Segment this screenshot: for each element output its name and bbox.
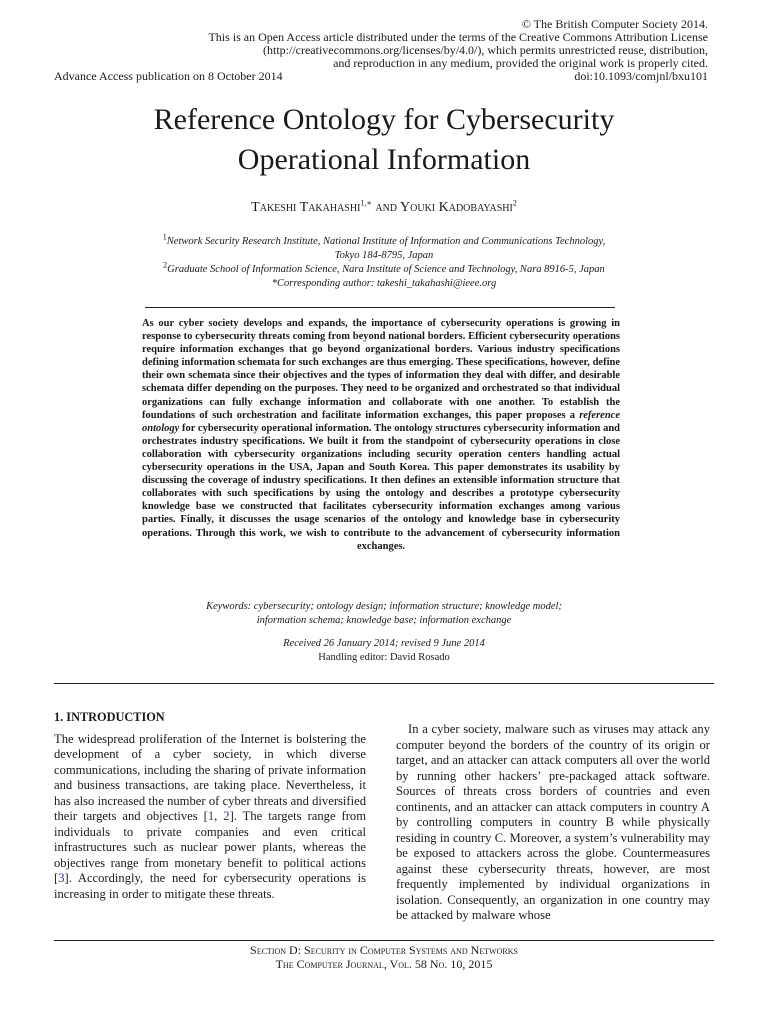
divider [145,307,615,308]
history-dates [150,637,618,665]
footer-divider [54,940,714,941]
affiliation-1 [110,232,658,249]
journal-footer [0,943,768,971]
affiliation-text: Network Security Research Institute, National Institute of Information and Communications Technology, [166,236,606,247]
received-date: Received 26 January 2014; revised 9 June 2014 [283,638,485,649]
author-marks: 1,∗ [360,198,372,208]
footer-section: Section D: Security in Computer Systems and Networks [250,943,518,957]
advance-access-line: Advance Access publication on 8 October 2014 [54,69,283,83]
citation-separator: , [214,809,224,823]
citation-link[interactable]: 1 [207,809,215,823]
abstract-emphasis: reference ontology [142,409,620,434]
license-line: and reproduction in any medium, provided the original work is properly cited. [333,56,708,70]
abstract [142,317,620,553]
author-list [0,200,768,216]
paragraph [54,732,366,903]
affiliation-text: Graduate School of Information Science, Nara Institute of Science and Technology, Nara 8916-5, Japan [167,264,605,275]
paragraph-text: ]. The targets range from individuals to private companies and even critical infrastructures such as nuclear power plants, whereas the objectives range from monetary benefit to political actions [ [54,809,367,885]
affiliation-mark: 2 [163,260,168,270]
footer-journal: The Computer Journal, Vol. 58 No. 10, 2015 [275,957,493,971]
handling-editor: Handling editor: David Rosado [318,652,450,663]
author-name: Youki Kadobayashi [400,200,513,215]
divider [54,683,714,684]
affiliations [110,232,658,291]
abstract-text: As our cyber society develops and expands, the importance of cybersecurity operations is growing in response to cybersecurity threats coming from beyond national borders. Efficient cybersecurity operations require information exchanges that go beyond organizational borders. Various industry specifications defining information schemata for such exchanges are thus emerging. These specifications, however, define their own schemata since their objectives and the types of information they deal with differ, and desirable schemata differ depending on the purposes. They need to be organized and orchestrated so that individual organizations can fully exchange information and collaborate with one another. To establish the foundations of such orchestration and facilitate information exchanges, this paper proposes a [142,318,620,421]
paper-title [0,100,768,180]
license-line: This is an Open Access article distributed under the terms of the Creative Commons Attribution License [208,30,708,44]
title-line: Operational Information [237,143,531,176]
keywords-line: information schema; knowledge base; information exchange [256,615,512,626]
keywords-line: Keywords: cybersecurity; ontology design; information structure; knowledge model; [206,601,562,612]
abstract-text: for cybersecurity operational information. The ontology structures cybersecurity information and orchestrates industry specifications. We built it from the standpoint of cybersecurity operations in close collaboration with cybersecurity organizations including security operation centers handling actual cybersecurity operations in the USA, Japan and South Korea. This paper demonstrates its usability by discussing the coverage of industry specifications. It then defines an extensible information structure that collaborates with such specifications by using the ontology and describes a prototype cybersecurity knowledge base we constructed that facilitates cybersecurity information exchanges among various parties. Finally, it discusses the usage scenarios of the ontology and knowledge base in cybersecurity operations. Through this work, we wish to contribute to the advancement of cybersecurity information exchanges. [142,422,620,552]
paragraph-text: The widespread proliferation of the Internet is bolstering the development of a cyber society, in which diverse communications, including the sharing of private information and business transactions, are taking place. Nevertheless, it has also increased the number of cyber threats and diversified their targets and objectives [ [54,731,366,823]
corresponding-author: *Corresponding author: takeshi_takahashi@ieee.org [271,278,497,289]
citation-link[interactable]: 2 [223,809,230,823]
author-marks: 2 [512,198,517,208]
paragraph: In a cyber society, malware such as viruses may attack any computer beyond the borders of the country of its origin or target, and an attacker can attack computers all over the world by running other hackers’ pre-packaged attack software. Sources of threats cross borders of countries and even continents, and an attacker can attack computers in country A by controlling computers in country B while physically residing in country C. Moreover, a system’s vulnerability may be exposed to attackers across the globe. Countermeasures against these cybersecurity threats, however, are most frequently implemented by individual organizations in isolation. Consequently, an organization in one country may be attacked by malware whose [396,722,710,922]
author-name: Takeshi Takahashi [251,200,361,215]
affiliation-2 [110,260,658,277]
keywords [150,600,618,628]
copyright-line: © The British Computer Society 2014. [521,17,708,31]
right-column [396,722,710,924]
left-column [54,710,366,902]
license-line: (http://creativecommons.org/licenses/by/4.0/), which permits unrestricted reuse, distribution, [262,43,708,57]
affiliation-mark: 1 [162,232,167,242]
paragraph-text: ]. Accordingly, the need for cybersecurity operations is increasing in order to mitigate these threats. [54,871,366,901]
affiliation-text: Tokyo 184-8795, Japan [334,250,434,261]
author-conjunction: and [375,200,398,215]
section-heading: 1. INTRODUCTION [54,710,165,724]
title-line: Reference Ontology for Cybersecurity [153,103,615,136]
citation-link[interactable]: 3 [58,871,65,885]
doi: doi:10.1093/comjnl/bxu101 [574,69,708,83]
